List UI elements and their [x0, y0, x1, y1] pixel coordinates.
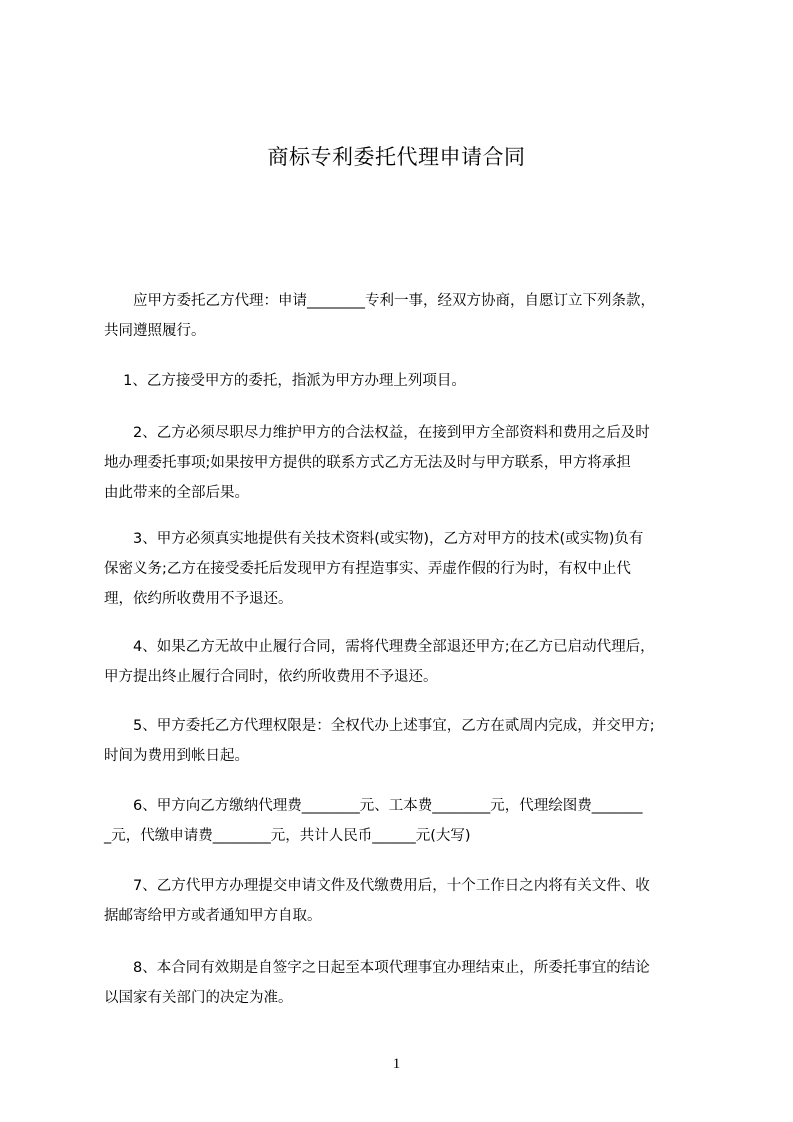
- clause-2-line-2: 地办理委托事项;如果按甲方提供的联系方式乙方无法及时与甲方联系，甲方将承担: [104, 455, 631, 471]
- clause-2: [104, 418, 716, 508]
- intro-line-2: 共同遵照履行。: [104, 323, 206, 339]
- clause-3-line-3: 理，依约所收费用不予退还。: [104, 591, 293, 607]
- clause-6-line-1: 6、甲方向乙方缴纳代理费________元、工本费________元，代理绘图费_______: [104, 798, 643, 814]
- clause-2-line-3: 由此带来的全部后果。: [104, 485, 249, 501]
- clause-7-line-2: 据邮寄给甲方或者通知甲方自取。: [104, 908, 322, 924]
- clause-3: [104, 524, 716, 614]
- intro-paragraph: [104, 286, 716, 346]
- clause-6-line-2: _元，代缴申请费________元，共计人民币______元(大写): [104, 828, 471, 844]
- clause-8-line-2: 以国家有关部门的决定为准。: [104, 990, 293, 1006]
- clause-5-line-2: 时间为费用到帐日起。: [104, 748, 249, 764]
- document-title: 商标专利委托代理申请合同: [267, 145, 526, 169]
- clause-7-line-1: 7、乙方代甲方办理提交申请文件及代缴费用后，十个工作日之内将有关文件、收: [104, 878, 650, 894]
- clause-5-line-1: 5、甲方委托乙方代理权限是：全权代办上述事宜，乙方在贰周内完成，并交甲方;: [104, 718, 655, 734]
- clause-1: [104, 366, 716, 396]
- clause-1-line-1: 1、乙方接受甲方的委托，指派为甲方办理上列项目。: [104, 373, 466, 389]
- clause-4: [104, 632, 716, 692]
- clause-5: [104, 711, 716, 771]
- clause-8: [104, 953, 716, 1013]
- intro-line-1: 应甲方委托乙方代理：申请________专利一事，经双方协商，自愿订立下列条款，: [104, 293, 655, 309]
- clause-3-line-1: 3、甲方必须真实地提供有关技术资料(或实物)，乙方对甲方的技术(或实物)负有: [104, 531, 644, 547]
- clause-7: [104, 871, 716, 931]
- clause-8-line-1: 8、本合同有效期是自签字之日起至本项代理事宜办理结束止，所委托事宜的结论: [104, 960, 650, 976]
- clause-6: [104, 791, 716, 851]
- clause-2-line-1: 2、乙方必须尽职尽力维护甲方的合法权益，在接到甲方全部资料和费用之后及时: [104, 425, 650, 441]
- page-number: 1: [392, 1056, 401, 1072]
- clause-4-line-2: 甲方提出终止履行合同时，依约所收费用不予退还。: [104, 669, 438, 685]
- clause-4-line-1: 4、如果乙方无故中止履行合同，需将代理费全部退还甲方;在乙方已启动代理后，: [104, 639, 655, 655]
- clause-3-line-2: 保密义务;乙方在接受委托后发现甲方有捏造事实、弄虚作假的行为时，有权中止代: [104, 561, 631, 577]
